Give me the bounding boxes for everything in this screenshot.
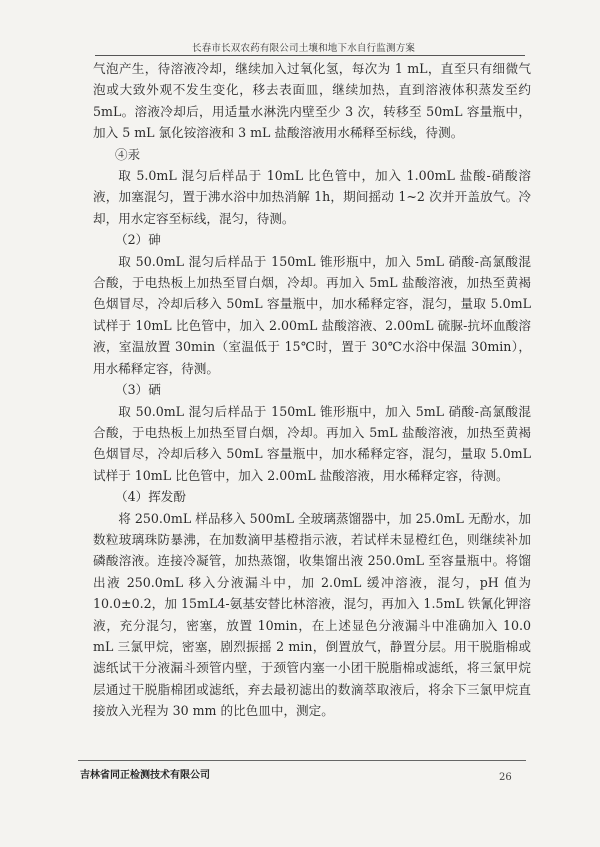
section-heading-arsenic: （2）砷 (115, 232, 161, 248)
footer-organization: 吉林省同正检测技术有限公司 (80, 770, 210, 781)
section-text-selenium: 取 50.0mL 混匀后样品于 150mL 锥形瓶中，加入 5mL 硝酸-高氯酸混合酸，于电热板上加热至冒白烟，冷却。再加入 5mL 盐酸溶液，加热至黄褐色烟冒尽，冷却后移入 50mL 容量瓶中，加水稀释定容，混匀，量取 5.0mL 试样于 10mL 比色管中，加入 2.00mL 盐酸溶液，用水稀释定容，待测。 (93, 403, 531, 483)
page-header-title: 长春市长双农药有限公司土壤和地下水自行监测方案 (192, 43, 416, 54)
section-text-volatile-phenol: 将 250.0mL 样品移入 500mL 全玻璃蒸馏器中，加 25.0mL 无酚水，加数粒玻璃珠防暴沸，在加数滴甲基橙指示液，若试样未显橙红色，则继续补加磷酸溶液。连接冷凝管，加热蒸馏，收集馏出液 250.0mL 至容量瓶中。将馏出液 250.0mL 移入分液漏斗中，加 2.0mL 缓冲溶液，混匀，pH 值为 10.0±0.2，加 15mL4-氨基安替比林溶液，混匀，再加入 1.5mL 铁氰化钾溶液，充分混匀，密塞，放置 10min，在上述显色分液漏斗中准确加入 10.0 mL 三氯甲烷，密塞，剧烈振摇 2 min，倒置放气，静置分层。用干脱脂棉或滤纸试干分液漏斗颈管内壁，于颈管内塞一小团干脱脂棉或滤纸，将三氯甲烷层通过干脱脂棉团或滤纸，弃去最初滤出的数滴萃取液后，将余下三氯甲烷直接放入光程为 30 mm 的比色皿中，测定。 (93, 510, 531, 719)
document-body (93, 58, 531, 722)
section-text-arsenic: 取 50.0mL 混匀后样品于 150mL 锥形瓶中，加入 5mL 硝酸-高氯酸混合酸，于电热板上加热至冒白烟，冷却。再加入 5mL 盐酸溶液，加热至黄褐色烟冒尽，冷却后移入 50mL 容量瓶中，加水稀释定容，混匀，量取 5.0mL 试样于 10mL 比色管中，加入 2.00mL 盐酸溶液、2.00mL 硫脲-抗坏血酸溶液，室温放置 30min（室温低于 15℃时，置于 30℃水浴中保温 30min），用水稀释定容，待测。 (93, 253, 531, 376)
section-heading-selenium: （3）硒 (115, 382, 161, 398)
lead-paragraph: 气泡产生，待溶液冷却，继续加入过氧化氢，每次为 1 mL，直至只有细微气泡或大致外观不发生变化，移去表面皿，继续加热，直到溶液体积蒸发至约 5mL。溶液冷却后，用适量水淋洗内壁至少 3 次，转移至 50mL 容量瓶中，加入 5 mL 氯化铵溶液和 3 mL 盐酸溶液用水稀释至标线，待测。 (93, 61, 531, 141)
section-heading-mercury: ④汞 (115, 146, 141, 162)
footer-divider (78, 760, 526, 761)
header-divider (95, 55, 525, 56)
page-number: 26 (499, 772, 512, 783)
section-heading-volatile-phenol: （4）挥发酚 (115, 489, 186, 505)
section-text-mercury: 取 5.0mL 混匀后样品于 10mL 比色管中，加入 1.00mL 盐酸-硝酸溶液，加塞混匀，置于沸水浴中加热消解 1h，期间摇动 1~2 次并开盖放气。冷却，用水定容至标线，混匀，待测。 (93, 168, 531, 226)
